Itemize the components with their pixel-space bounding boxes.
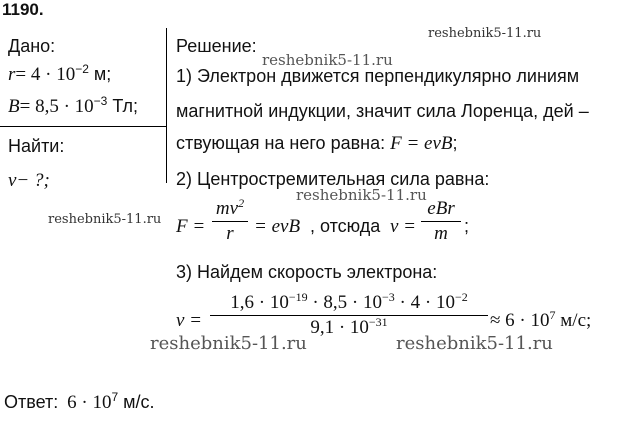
given-b: $B= 8,5 \cdot 10^{-3}$ Тл; xyxy=(8,94,139,117)
watermark-logo: reshebnik5-11.ru xyxy=(296,186,427,204)
divider-vertical xyxy=(166,28,167,183)
step2-text: , отсюда xyxy=(310,216,381,236)
solution-title: Решение: xyxy=(176,36,257,56)
watermark-logo: reshebnik5-11.ru xyxy=(150,333,307,354)
step2-end: ; xyxy=(464,216,470,236)
watermark-logo: reshebnik5-11.ru xyxy=(428,26,542,41)
watermark-logo: reshebnik5-11.ru xyxy=(48,212,162,227)
given-title: Дано: xyxy=(8,36,56,56)
step2-F: F = xyxy=(176,216,206,237)
step1-line2: магнитной индукции, значит сила Лоренца, дей – xyxy=(176,101,589,121)
step2-line: 2) Центростремительная сила равна: xyxy=(176,169,490,189)
step3-v: v = xyxy=(176,310,203,331)
step2-fraction-2: eBr m xyxy=(421,198,461,245)
step2-fraction-1: $mv^2$ r xyxy=(212,198,248,245)
step2-v: v = xyxy=(390,216,417,237)
find-expr: v− ?; xyxy=(8,170,50,191)
given-r: $r= 4 \cdot 10^{-2}$ м; xyxy=(8,62,112,85)
watermark-logo: reshebnik5-11.ru xyxy=(262,51,393,69)
divider-horizontal xyxy=(0,126,166,127)
problem-number: 1190. xyxy=(2,0,44,19)
step1-line3: ствующая на него равна: F = evB; xyxy=(176,133,458,154)
step3-result: ≈ $6 \cdot 10^7$ м/с; xyxy=(490,308,592,331)
step1-line1: 1) Электрон движется перпендикулярно линиям xyxy=(176,66,580,86)
step3-fraction: $1,6 \cdot 10^{-19} \cdot 8,5 \cdot 10^{-3} \cdot 4 \cdot 10^{-2}$ $9,1 \cdot 10^{-31}$ xyxy=(210,292,488,339)
step3-line: 3) Найдем скорость электрона: xyxy=(176,262,438,282)
answer-line: Ответ: $6 \cdot 10^7$ м/с. xyxy=(4,390,155,413)
find-title: Найти: xyxy=(8,136,65,156)
watermark-logo: reshebnik5-11.ru xyxy=(396,333,553,354)
step2-mid: = evB xyxy=(254,216,301,237)
